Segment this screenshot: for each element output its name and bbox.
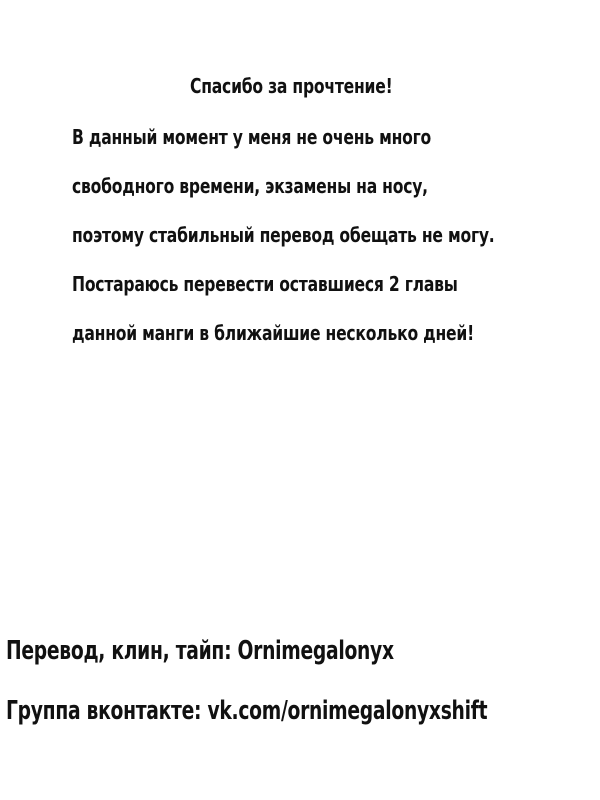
message-line: данной манги в ближайшие несколько дней! [72,321,474,345]
message-line: Постараюсь перевести оставшиеся 2 главы [72,272,458,296]
thanks-heading: Спасибо за прочтение! [190,74,393,98]
message-line: В данный момент у меня не очень много [72,125,432,149]
group-credit: Группа вконтакте: vk.com/ornimegalonyxshift [6,696,488,726]
translator-credit: Перевод, клин, тайп: Ornimegalonyx [6,636,394,666]
message-line: поэтому стабильный перевод обещать не могу. [72,223,495,247]
message-line: свободного времени, экзамены на носу, [72,174,428,198]
